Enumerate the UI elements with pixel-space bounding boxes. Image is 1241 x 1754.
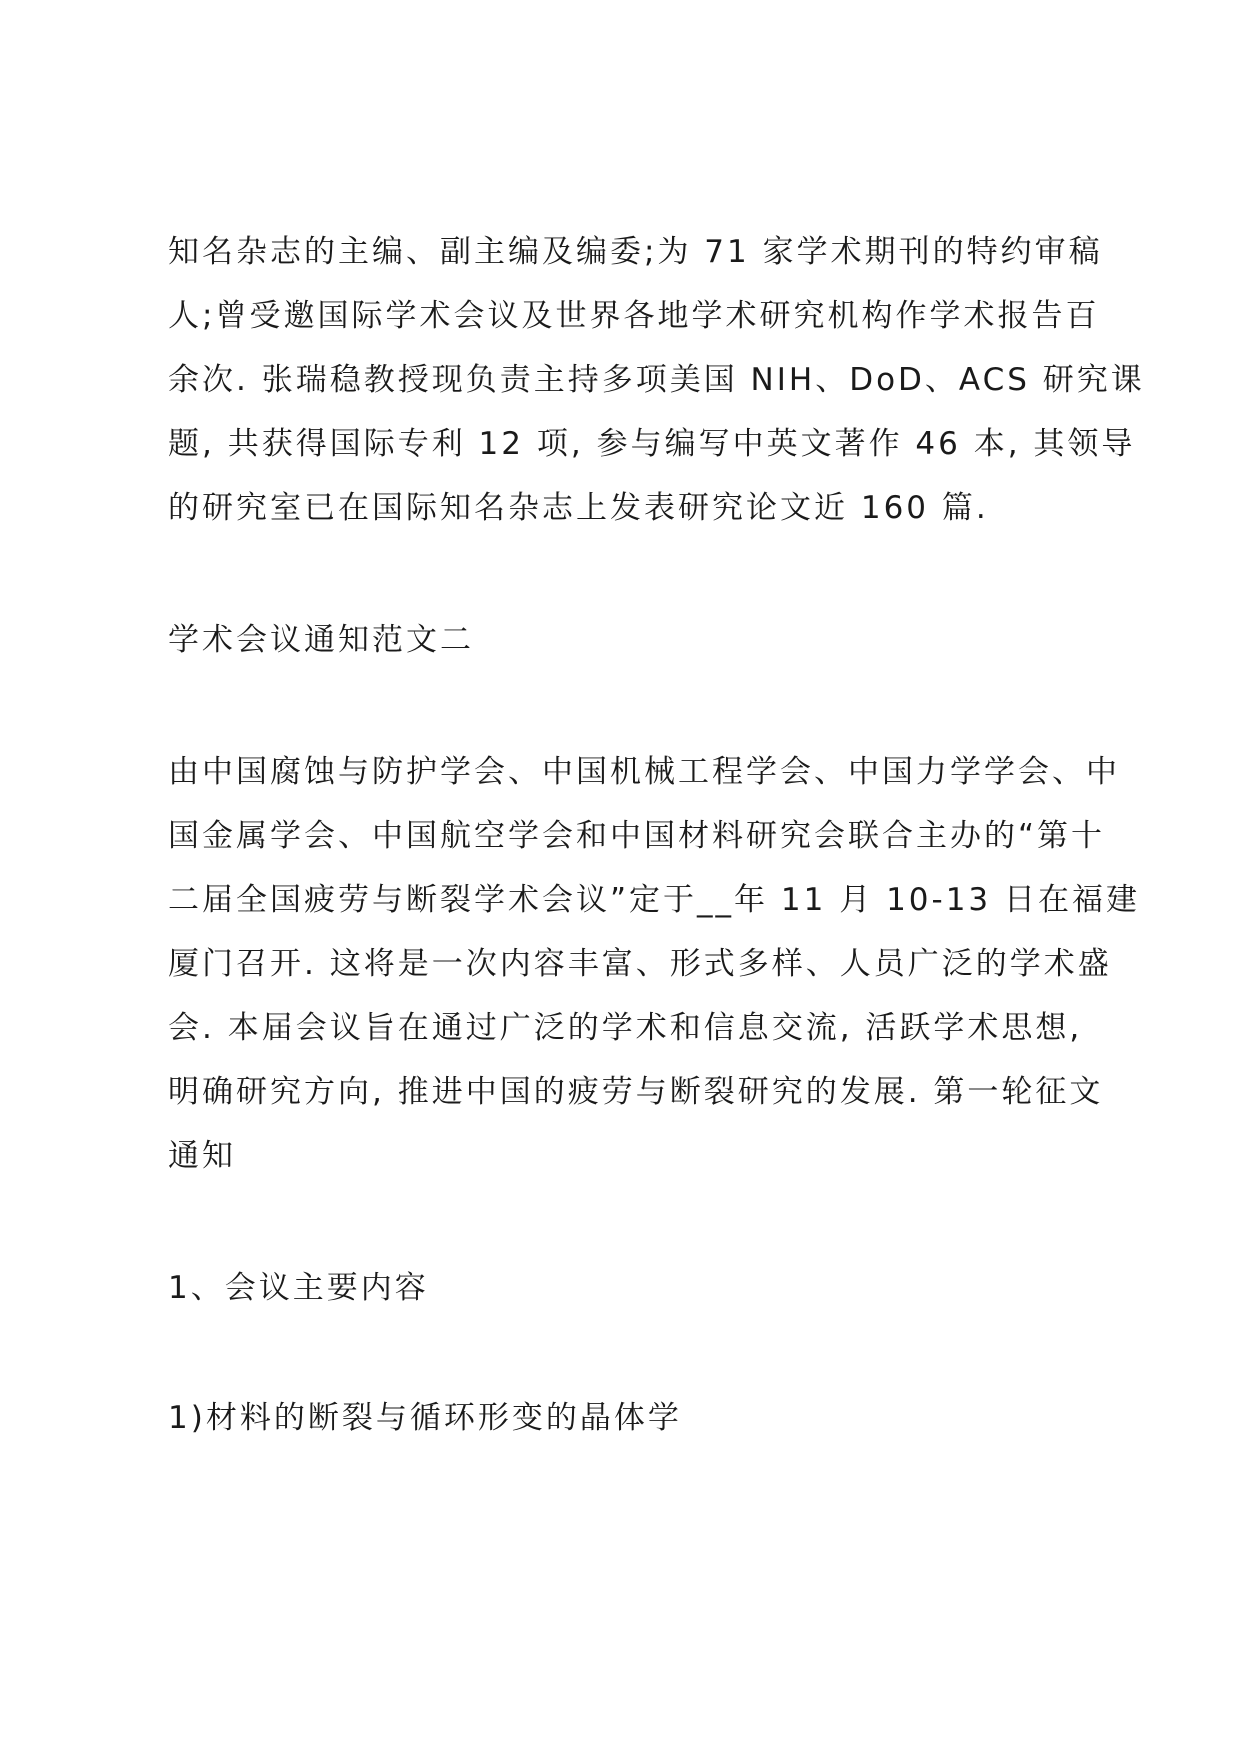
paragraph-2-line-6: 明确研究方向, 推进中国的疲劳与断裂研究的发展. 第一轮征文 <box>168 1074 1104 1110</box>
list-item: 1)材料的断裂与循环形变的晶体学 <box>168 1400 682 1436</box>
paragraph-1-line-5: 的研究室已在国际知名杂志上发表研究论文近 160 篇. <box>168 490 989 526</box>
paragraph-2-line-3: 二届全国疲劳与断裂学术会议”定于__年 11 月 10-13 日在福建 <box>168 882 1140 918</box>
paragraph-1-line-3: 余次. 张瑞稳教授现负责主持多项美国 NIH、DoD、ACS 研究课 <box>168 362 1145 398</box>
paragraph-2-line-2: 国金属学会、中国航空学会和中国材料研究会联合主办的“第十 <box>168 818 1106 854</box>
paragraph-1-line-2: 人;曾受邀国际学术会议及世界各地学术研究机构作学术报告百 <box>168 298 1100 334</box>
paragraph-2-line-7: 通知 <box>168 1138 236 1174</box>
paragraph-1-line-4: 题, 共获得国际专利 12 项, 参与编写中英文著作 46 本, 其领导 <box>168 426 1136 462</box>
paragraph-2-line-5: 会. 本届会议旨在通过广泛的学术和信息交流, 活跃学术思想, <box>168 1010 1083 1046</box>
paragraph-1-line-1: 知名杂志的主编、副主编及编委;为 71 家学术期刊的特约审稿 <box>168 234 1103 270</box>
section-heading: 学术会议通知范文二 <box>168 622 474 658</box>
paragraph-2-line-1: 由中国腐蚀与防护学会、中国机械工程学会、中国力学学会、中 <box>168 754 1120 790</box>
paragraph-2-line-4: 厦门召开. 这将是一次内容丰富、形式多样、人员广泛的学术盛 <box>168 946 1112 982</box>
section-title: 1、会议主要内容 <box>168 1270 429 1306</box>
